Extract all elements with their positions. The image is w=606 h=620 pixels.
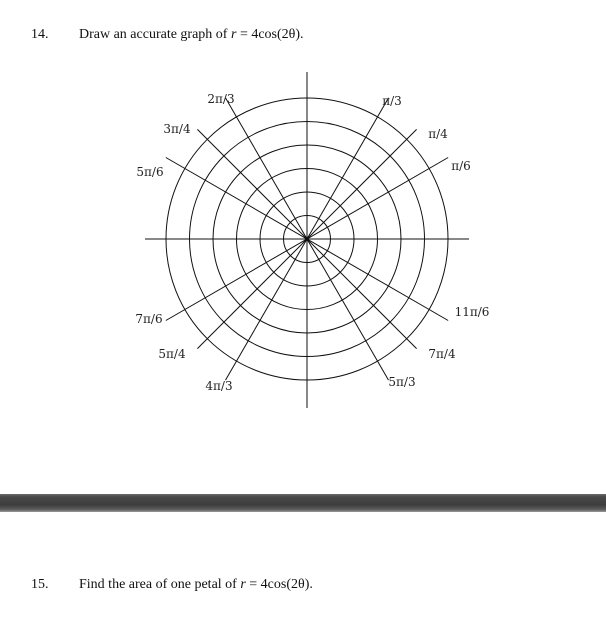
- question-15-text: [79, 577, 313, 593]
- label-pi-4: π/4: [428, 127, 448, 141]
- question-15-equation: = 4cos(2θ).: [245, 577, 313, 592]
- question-14-number: 14.: [31, 27, 49, 42]
- polar-grid-lines: [145, 72, 469, 408]
- question-14-variable: r: [230, 27, 237, 42]
- question-15-prefix: Find the area of one petal of: [79, 577, 241, 592]
- label-pi-6: π/6: [451, 159, 471, 173]
- label-2pi-3: 2π/3: [207, 92, 235, 106]
- label-7pi-6: 7π/6: [135, 312, 163, 326]
- label-4pi-3: 4π/3: [205, 379, 233, 393]
- question-14-prefix: Draw an accurate graph of: [79, 27, 231, 42]
- question-15-number: 15.: [31, 577, 49, 592]
- section-divider-bar: [0, 494, 606, 512]
- label-pi-3: π/3: [382, 94, 402, 108]
- label-11pi-6: 11π/6: [454, 305, 490, 319]
- label-7pi-4: 7π/4: [428, 347, 456, 361]
- question-14-equation: = 4cos(2θ).: [236, 27, 304, 42]
- label-5pi-6: 5π/6: [136, 165, 164, 179]
- label-3pi-4: 3π/4: [163, 122, 191, 136]
- label-5pi-3: 5π/3: [388, 375, 416, 389]
- question-15-variable: r: [240, 577, 246, 592]
- label-5pi-4: 5π/4: [158, 347, 186, 361]
